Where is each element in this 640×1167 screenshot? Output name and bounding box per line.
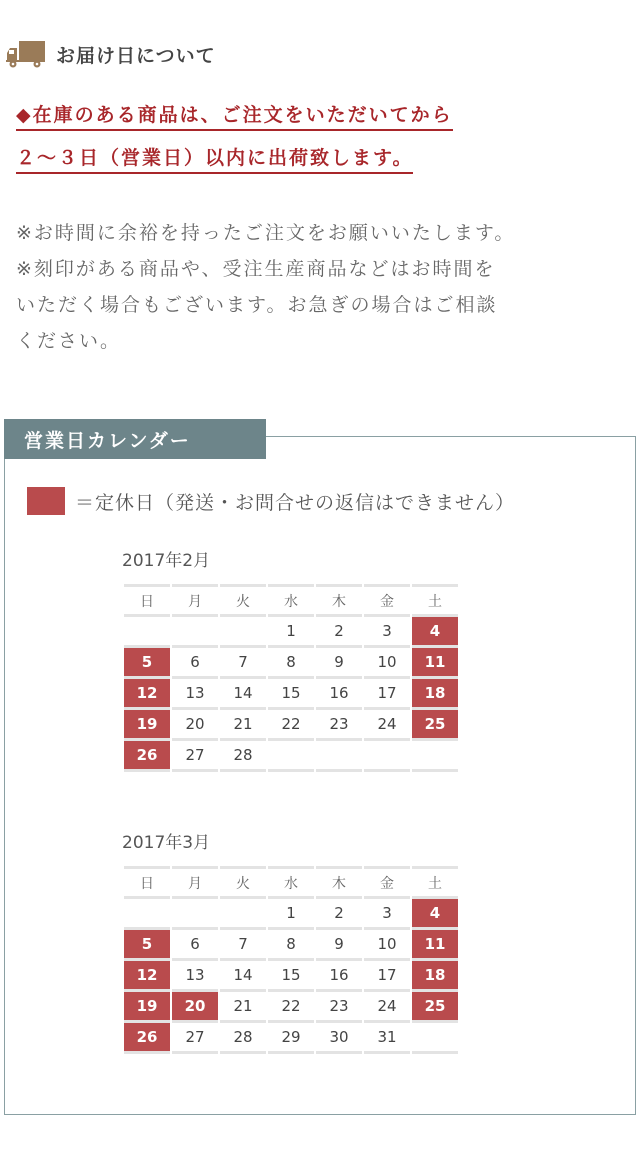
day-cell: 10 bbox=[364, 648, 410, 679]
day-cell: 1 bbox=[268, 617, 314, 648]
weekday-header: 月 bbox=[172, 866, 218, 899]
notes bbox=[16, 215, 515, 359]
week-row bbox=[124, 961, 458, 992]
day-cell: 28 bbox=[220, 1023, 266, 1054]
empty-day-cell bbox=[412, 741, 458, 772]
month-title: 2017年2月 bbox=[122, 551, 211, 571]
day-cell: 9 bbox=[316, 648, 362, 679]
day-cell: 27 bbox=[172, 741, 218, 772]
day-cell: 24 bbox=[364, 710, 410, 741]
day-cell: 7 bbox=[220, 930, 266, 961]
day-cell: 1 bbox=[268, 899, 314, 930]
section-title: お届け日について bbox=[56, 44, 216, 67]
empty-day-cell bbox=[268, 741, 314, 772]
empty-day-cell bbox=[412, 1023, 458, 1054]
day-cell: 9 bbox=[316, 930, 362, 961]
day-cell: 21 bbox=[220, 992, 266, 1023]
holiday-day-cell: 5 bbox=[124, 648, 170, 679]
day-cell: 3 bbox=[364, 617, 410, 648]
weekday-header: 水 bbox=[268, 584, 314, 617]
holiday-day-cell: 26 bbox=[124, 1023, 170, 1054]
weekday-header: 土 bbox=[412, 584, 458, 617]
day-cell: 2 bbox=[316, 899, 362, 930]
calendar-table bbox=[122, 866, 460, 1054]
holiday-day-cell: 20 bbox=[172, 992, 218, 1023]
holiday-day-cell: 11 bbox=[412, 930, 458, 961]
day-cell: 29 bbox=[268, 1023, 314, 1054]
holiday-day-cell: 26 bbox=[124, 741, 170, 772]
holiday-legend bbox=[27, 487, 515, 515]
holiday-day-cell: 18 bbox=[412, 679, 458, 710]
day-cell: 8 bbox=[268, 648, 314, 679]
holiday-day-cell: 25 bbox=[412, 992, 458, 1023]
day-cell: 6 bbox=[172, 930, 218, 961]
weekday-header: 火 bbox=[220, 866, 266, 899]
empty-day-cell bbox=[172, 899, 218, 930]
day-cell: 3 bbox=[364, 899, 410, 930]
note-line: いただく場合もございます。お急ぎの場合はご相談 bbox=[16, 294, 498, 316]
holiday-day-cell: 5 bbox=[124, 930, 170, 961]
weekday-header: 水 bbox=[268, 866, 314, 899]
day-cell: 10 bbox=[364, 930, 410, 961]
empty-day-cell bbox=[124, 899, 170, 930]
empty-day-cell bbox=[316, 741, 362, 772]
day-cell: 6 bbox=[172, 648, 218, 679]
day-cell: 13 bbox=[172, 961, 218, 992]
day-cell: 27 bbox=[172, 1023, 218, 1054]
notice-line-2: ２～３日（営業日）以内に出荷致します。 bbox=[16, 143, 413, 174]
weekday-header: 月 bbox=[172, 584, 218, 617]
day-cell: 23 bbox=[316, 992, 362, 1023]
note-line: ください。 bbox=[16, 330, 122, 352]
weekday-header: 土 bbox=[412, 866, 458, 899]
day-cell: 2 bbox=[316, 617, 362, 648]
note-line: ※お時間に余裕を持ったご注文をお願いいたします。 bbox=[16, 222, 516, 244]
weekday-header: 金 bbox=[364, 584, 410, 617]
holiday-day-cell: 4 bbox=[412, 617, 458, 648]
note-line: ※刻印がある商品や、受注生産商品などはお時間を bbox=[16, 258, 496, 280]
month-title: 2017年3月 bbox=[122, 833, 211, 853]
holiday-day-cell: 19 bbox=[124, 992, 170, 1023]
holiday-day-cell: 19 bbox=[124, 710, 170, 741]
day-cell: 24 bbox=[364, 992, 410, 1023]
legend-text: ＝定休日（発送・お問合せの返信はできません） bbox=[75, 491, 516, 514]
notice-line-1: ◆在庫のある商品は、ご注文をいただいてから bbox=[16, 100, 453, 131]
day-cell: 20 bbox=[172, 710, 218, 741]
week-row bbox=[124, 648, 458, 679]
week-row bbox=[124, 992, 458, 1023]
day-cell: 22 bbox=[268, 992, 314, 1023]
delivery-header bbox=[6, 38, 216, 70]
holiday-day-cell: 12 bbox=[124, 679, 170, 710]
empty-day-cell bbox=[364, 741, 410, 772]
day-cell: 23 bbox=[316, 710, 362, 741]
holiday-day-cell: 18 bbox=[412, 961, 458, 992]
calendar-tab-label: 営業日カレンダー bbox=[4, 419, 266, 459]
day-cell: 17 bbox=[364, 961, 410, 992]
holiday-day-cell: 4 bbox=[412, 899, 458, 930]
holiday-day-cell: 25 bbox=[412, 710, 458, 741]
day-cell: 16 bbox=[316, 961, 362, 992]
weekday-header: 木 bbox=[316, 584, 362, 617]
empty-day-cell bbox=[220, 899, 266, 930]
week-row bbox=[124, 1023, 458, 1054]
weekday-header: 木 bbox=[316, 866, 362, 899]
weekday-row bbox=[124, 584, 458, 617]
week-row bbox=[124, 679, 458, 710]
day-cell: 22 bbox=[268, 710, 314, 741]
week-row bbox=[124, 899, 458, 930]
week-row bbox=[124, 741, 458, 772]
empty-day-cell bbox=[124, 617, 170, 648]
day-cell: 28 bbox=[220, 741, 266, 772]
week-row bbox=[124, 617, 458, 648]
week-row bbox=[124, 710, 458, 741]
day-cell: 8 bbox=[268, 930, 314, 961]
day-cell: 30 bbox=[316, 1023, 362, 1054]
weekday-row bbox=[124, 866, 458, 899]
week-row bbox=[124, 930, 458, 961]
day-cell: 7 bbox=[220, 648, 266, 679]
truck-icon bbox=[6, 39, 46, 69]
day-cell: 13 bbox=[172, 679, 218, 710]
holiday-day-cell: 12 bbox=[124, 961, 170, 992]
day-cell: 17 bbox=[364, 679, 410, 710]
empty-day-cell bbox=[220, 617, 266, 648]
month-calendar-mar bbox=[122, 828, 460, 1054]
day-cell: 21 bbox=[220, 710, 266, 741]
day-cell: 14 bbox=[220, 961, 266, 992]
weekday-header: 日 bbox=[124, 866, 170, 899]
weekday-header: 金 bbox=[364, 866, 410, 899]
day-cell: 15 bbox=[268, 679, 314, 710]
day-cell: 16 bbox=[316, 679, 362, 710]
shipping-notice bbox=[16, 100, 453, 186]
day-cell: 15 bbox=[268, 961, 314, 992]
empty-day-cell bbox=[172, 617, 218, 648]
day-cell: 14 bbox=[220, 679, 266, 710]
weekday-header: 火 bbox=[220, 584, 266, 617]
holiday-swatch bbox=[27, 487, 65, 515]
weekday-header: 日 bbox=[124, 584, 170, 617]
day-cell: 31 bbox=[364, 1023, 410, 1054]
month-calendar-feb bbox=[122, 546, 460, 772]
holiday-day-cell: 11 bbox=[412, 648, 458, 679]
calendar-table bbox=[122, 584, 460, 772]
